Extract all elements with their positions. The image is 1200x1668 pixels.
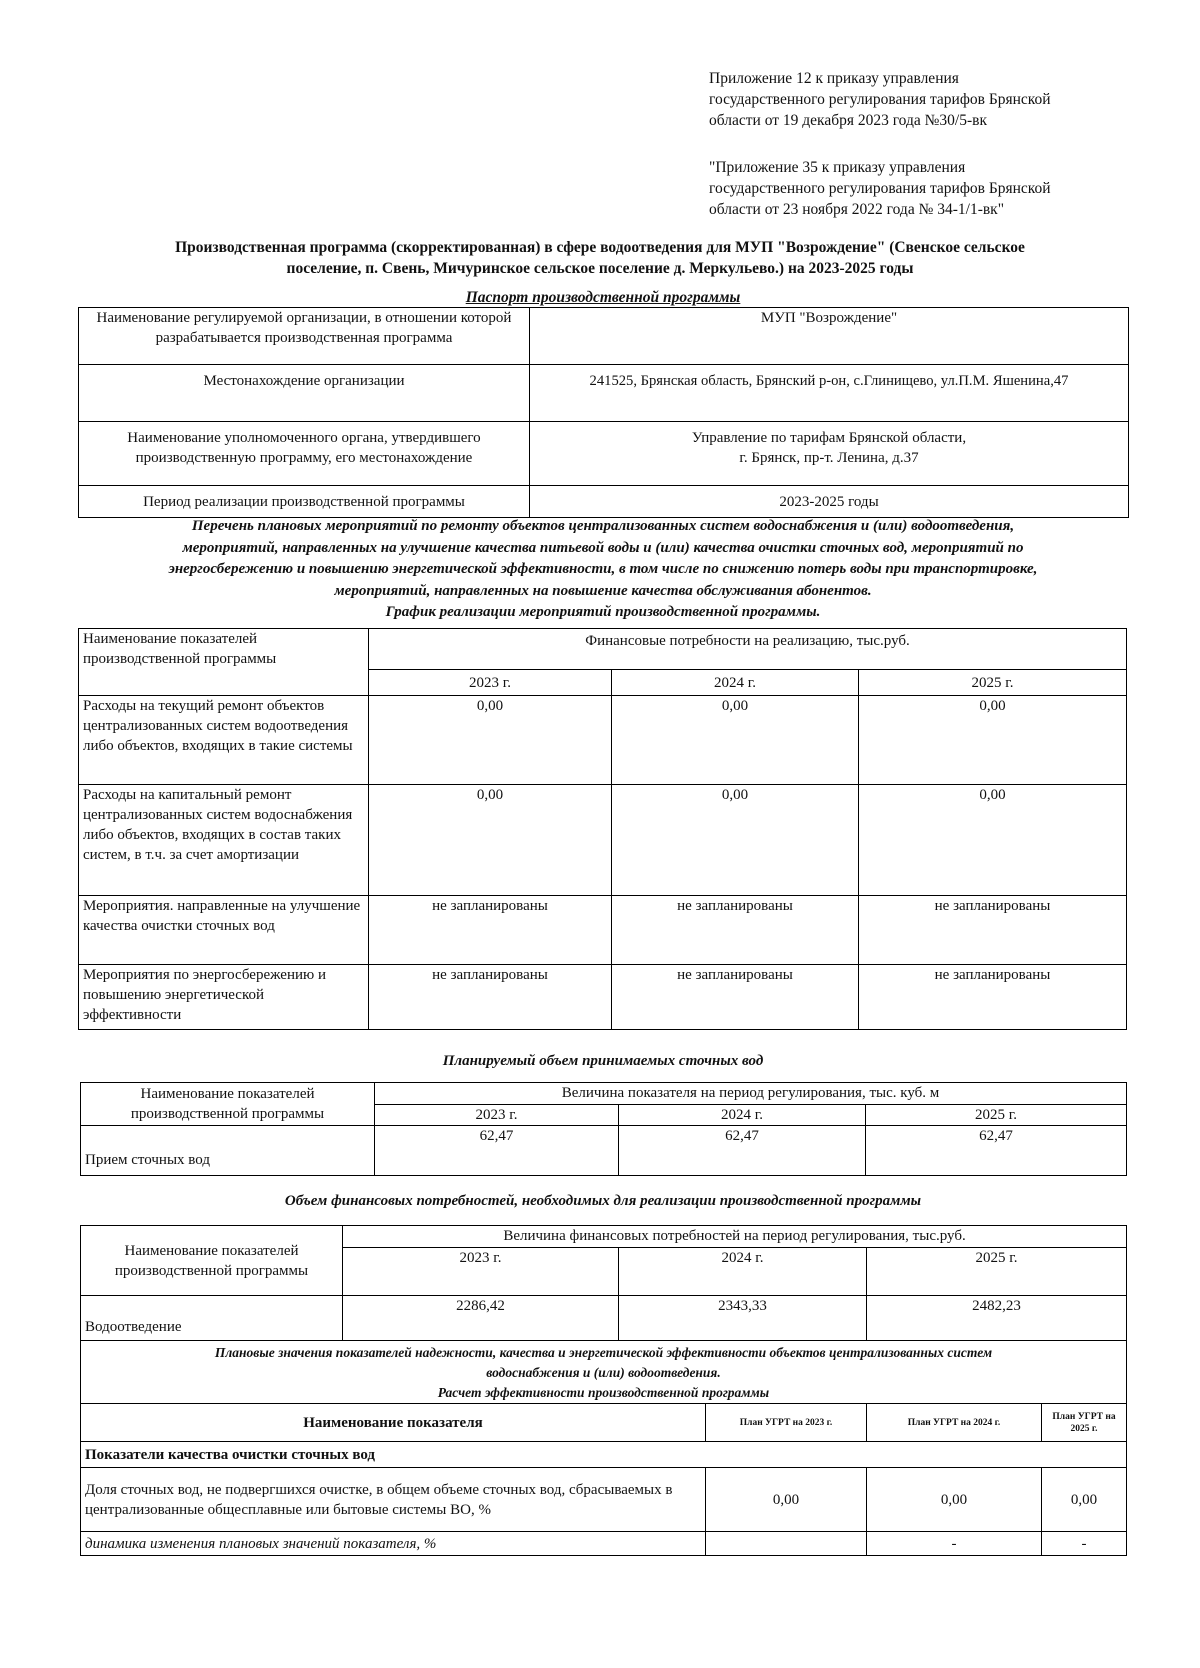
appendix-12-line: области от 19 декабря 2023 года №30/5-вк — [709, 112, 987, 129]
year-header: 2023 г. — [375, 1105, 619, 1126]
year-header: 2023 г. — [343, 1248, 619, 1296]
cell-value: 0,00 — [369, 785, 612, 896]
volume-col-group: Величина показателя на период регулирования, тыс. куб. м — [375, 1083, 1127, 1105]
year-header: 2023 г. — [369, 670, 612, 696]
table-row — [79, 365, 1129, 422]
table-row — [81, 1226, 1127, 1248]
year-header: 2025 г. — [866, 1105, 1127, 1126]
measures-heading-line: мероприятий, направленных на повышение качества обслуживания абонентов. — [334, 582, 872, 599]
cell-value: 0,00 — [1042, 1468, 1127, 1532]
indicators-col-2024: План УГРТ на 2024 г. — [867, 1404, 1042, 1442]
cell-value: - — [1042, 1532, 1127, 1556]
measures-heading-line: Перечень плановых мероприятий по ремонту объектов централизованных систем водоснабжения и (или) водоотведения, — [191, 518, 1015, 534]
cell-value: - — [867, 1532, 1042, 1556]
row-name: Мероприятия. направленные на улучшение качества очистки сточных вод — [79, 896, 369, 965]
year-header: 2025 г. — [859, 670, 1127, 696]
cell-value: 0,00 — [706, 1468, 867, 1532]
finance-heading: Объем финансовых потребностей, необходимых для реализации производственной программы — [284, 1193, 922, 1209]
table-row — [81, 1468, 1127, 1532]
indicators-heading — [81, 1341, 1127, 1404]
volume-col-name: Наименование показателей производственной программы — [81, 1083, 375, 1126]
measures-table — [78, 628, 1127, 1030]
appendix-12-block — [709, 68, 1051, 131]
appendix-35-line: области от 23 ноября 2022 года № 34-1/1-вк" — [709, 201, 1005, 218]
cell-value: 0,00 — [612, 785, 859, 896]
measures-heading-line: энергосбережению и повышению энергетической эффективности, в том числе по снижению потерь воды при транспортировке, — [168, 561, 1038, 577]
finance-col-group: Величина финансовых потребностей на период регулирования, тыс.руб. — [343, 1226, 1127, 1248]
cell-value: 62,47 — [619, 1126, 866, 1176]
appendix-12-line: Приложение 12 к приказу управления — [709, 70, 959, 87]
table-row — [79, 896, 1127, 965]
indicators-table — [80, 1340, 1127, 1556]
table-row — [79, 486, 1129, 518]
year-header: 2024 г. — [619, 1248, 867, 1296]
cell-value: не запланированы — [859, 965, 1127, 1030]
cell-value: 0,00 — [867, 1468, 1042, 1532]
table-row — [79, 785, 1127, 896]
table-row — [81, 1532, 1127, 1556]
indicators-col-2025: План УГРТ на 2025 г. — [1042, 1404, 1127, 1442]
cell-value: не запланированы — [612, 896, 859, 965]
cell-value: 2343,33 — [619, 1296, 867, 1341]
indicators-heading-line: Плановые значения показателей надежности, качества и энергетической эффективности объектов централизованных систем — [214, 1345, 993, 1360]
cell-value: не запланированы — [612, 965, 859, 1030]
table-row — [81, 1404, 1127, 1442]
table-row — [79, 696, 1127, 785]
appendix-35-line: государственного регулирования тарифов Брянской — [709, 180, 1051, 197]
passport-table — [78, 307, 1129, 518]
cell-value: не запланированы — [859, 896, 1127, 965]
measures-heading-line: мероприятий, направленных на улучшение качества питьевой воды и (или) качества очистки сточных вод, мероприятий по — [182, 539, 1024, 556]
passport-value: МУП "Возрождение" — [530, 308, 1129, 365]
row-name: Водоотведение — [81, 1296, 343, 1341]
indicators-subheading: Расчет эффективности производственной программы — [437, 1385, 770, 1400]
appendix-35-block — [709, 157, 1051, 220]
title-line: Производственная программа (скорректированная) в сфере водоотведения для МУП "Возрождение" (Свенское сельское — [175, 239, 1025, 256]
finance-table — [80, 1225, 1127, 1341]
table-row — [81, 1083, 1127, 1105]
cell-value: 0,00 — [859, 785, 1127, 896]
row-name: Расходы на текущий ремонт объектов централизованных систем водоотведения либо объектов, входящих в такие системы — [79, 696, 369, 785]
volume-heading: Планируемый объем принимаемых сточных вод — [442, 1053, 764, 1069]
cell-value: не запланированы — [369, 965, 612, 1030]
indicators-section: Показатели качества очистки сточных вод — [81, 1442, 1127, 1468]
volume-table — [80, 1082, 1127, 1176]
row-name: Прием сточных вод — [81, 1126, 375, 1176]
cell-value: 0,00 — [369, 696, 612, 785]
cell-value: 2482,23 — [867, 1296, 1127, 1341]
appendix-12-line: государственного регулирования тарифов Брянской — [709, 91, 1051, 108]
cell-value: 2286,42 — [343, 1296, 619, 1341]
page-title — [90, 237, 1110, 279]
year-header: 2025 г. — [867, 1248, 1127, 1296]
passport-label: Местонахождение организации — [79, 365, 530, 422]
cell-value: 62,47 — [375, 1126, 619, 1176]
measures-col-name: Наименование показателей производственной программы — [79, 629, 369, 696]
finance-col-name: Наименование показателей производственной программы — [81, 1226, 343, 1296]
passport-label: Наименование уполномоченного органа, утвердившего производственную программу, его местонахождение — [79, 422, 530, 486]
row-name: Доля сточных вод, не подвергшихся очистке, в общем объеме сточных вод, сбрасываемых в централизованные общесплавные или бытовые системы ВО, % — [81, 1468, 706, 1532]
table-row — [79, 965, 1127, 1030]
indicators-heading-line: водоснабжения и (или) водоотведения. — [486, 1365, 721, 1380]
cell-value: 62,47 — [866, 1126, 1127, 1176]
passport-label: Период реализации производственной программы — [79, 486, 530, 518]
table-row — [81, 1341, 1127, 1404]
cell-value: 0,00 — [612, 696, 859, 785]
year-header: 2024 г. — [619, 1105, 866, 1126]
table-row — [79, 308, 1129, 365]
table-row — [81, 1442, 1127, 1468]
table-row — [81, 1296, 1127, 1341]
measures-subheading: График реализации мероприятий производственной программы. — [385, 604, 821, 620]
passport-label: Наименование регулируемой организации, в отношении которой разрабатывается производственная программа — [79, 308, 530, 365]
cell-value: 0,00 — [859, 696, 1127, 785]
table-row — [79, 422, 1129, 486]
row-name: Расходы на капитальный ремонт централизованных систем водоснабжения либо объектов, входящих в состав таких систем, в т.ч. за счет амортизации — [79, 785, 369, 896]
passport-value: 241525, Брянская область, Брянский р-он, с.Глинищево, ул.П.М. Яшенина,47 — [530, 365, 1129, 422]
cell-value: не запланированы — [369, 896, 612, 965]
measures-col-group: Финансовые потребности на реализацию, тыс.руб. — [369, 629, 1127, 670]
measures-heading — [78, 516, 1128, 624]
passport-heading: Паспорт производственной программы — [465, 289, 741, 306]
indicators-col-2023: План УГРТ на 2023 г. — [706, 1404, 867, 1442]
title-line: поселение, п. Свень, Мичуринское сельское поселение д. Меркульево.) на 2023-2025 годы — [286, 260, 914, 277]
table-row — [79, 629, 1127, 670]
table-row — [81, 1126, 1127, 1176]
cell-value — [706, 1532, 867, 1556]
indicators-col-name: Наименование показателя — [81, 1404, 706, 1442]
row-name: Мероприятия по энергосбережению и повышению энергетической эффективности — [79, 965, 369, 1030]
passport-value: 2023-2025 годы — [530, 486, 1129, 518]
passport-value: Управление по тарифам Брянской области, г. Брянск, пр-т. Ленина, д.37 — [530, 422, 1129, 486]
year-header: 2024 г. — [612, 670, 859, 696]
appendix-35-line: "Приложение 35 к приказу управления — [709, 159, 966, 176]
row-name: динамика изменения плановых значений показателя, % — [81, 1532, 706, 1556]
